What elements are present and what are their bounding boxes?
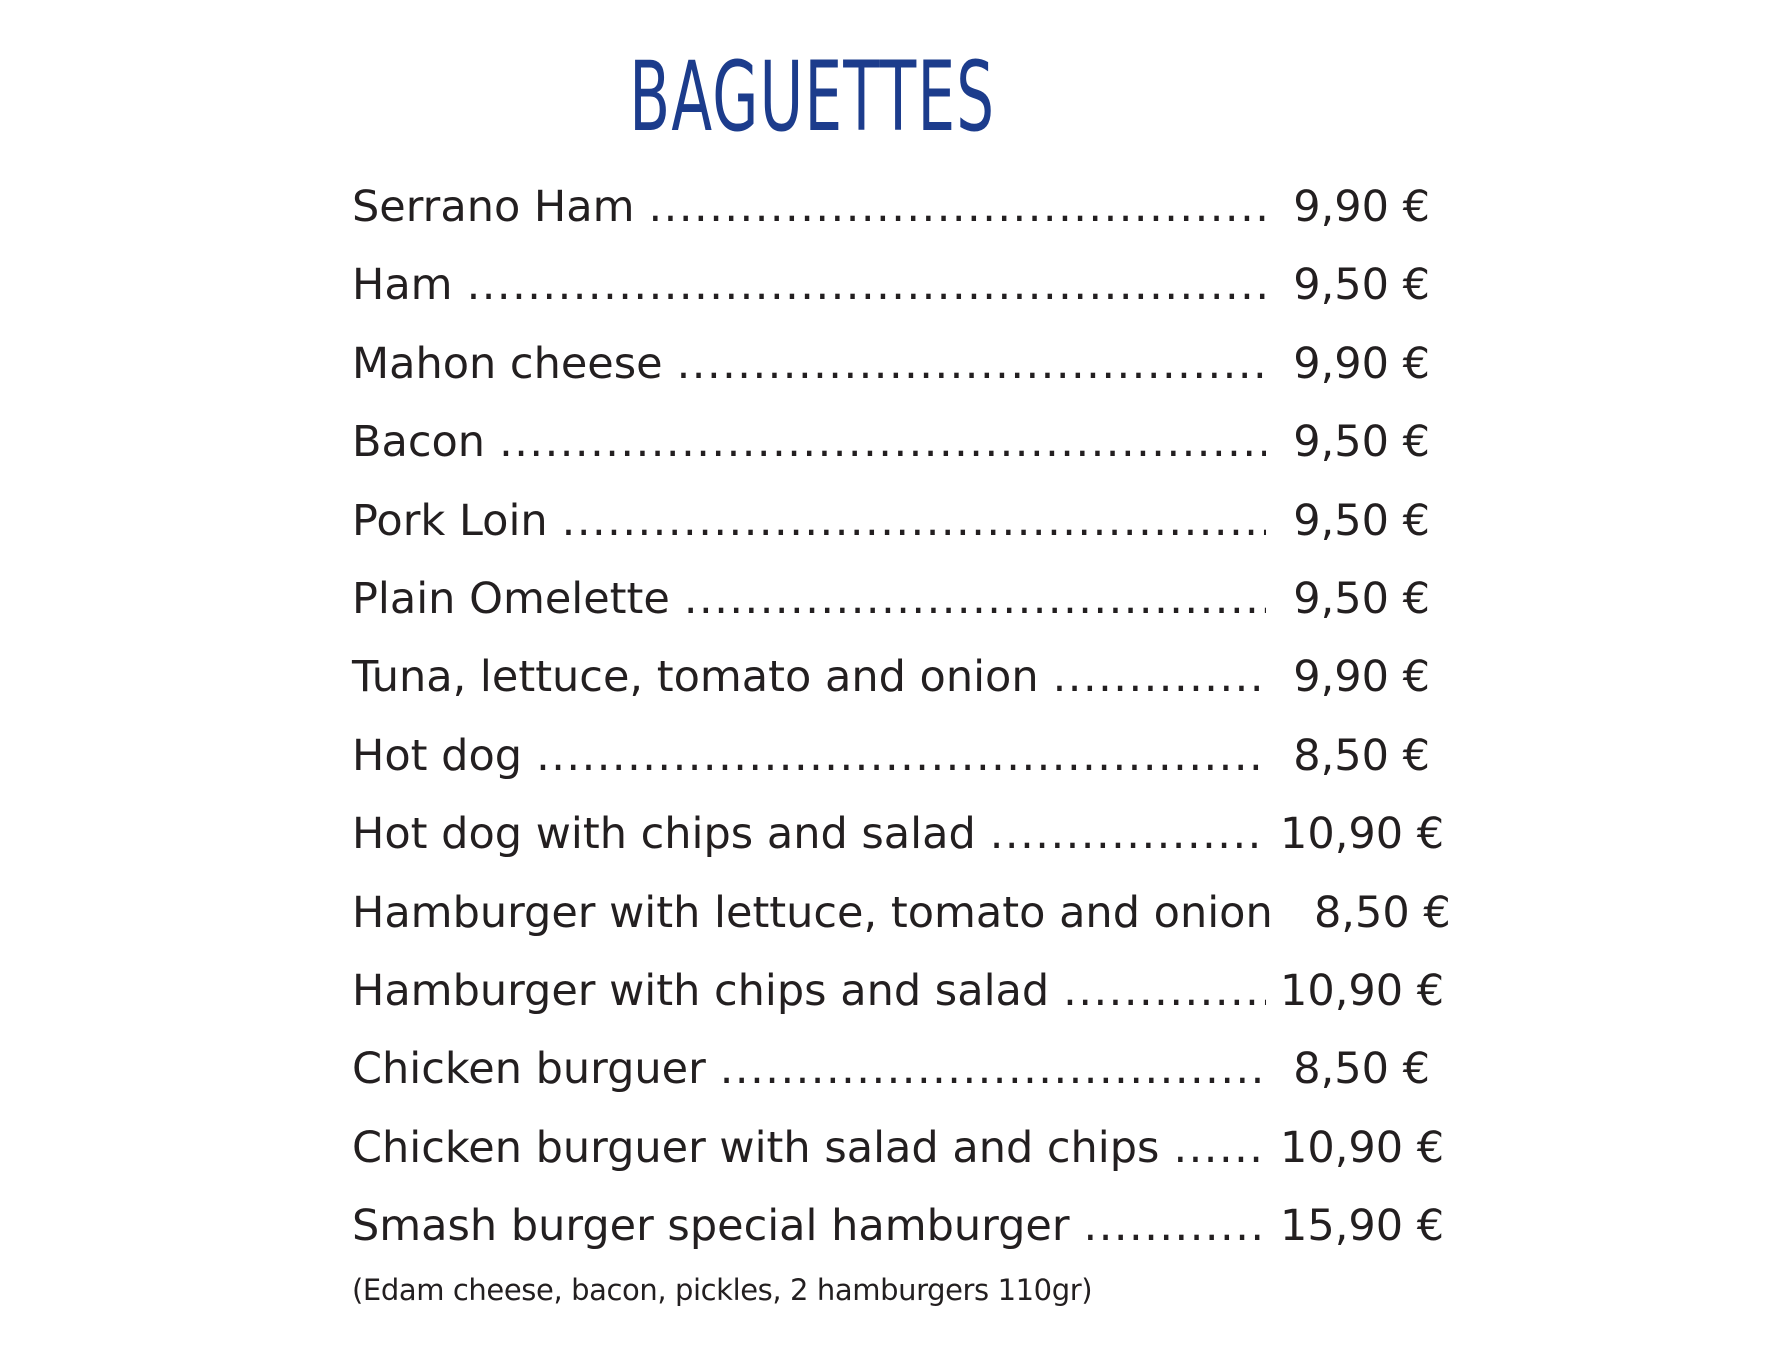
dot-leader bbox=[1053, 646, 1266, 708]
item-name: Plain Omelette bbox=[352, 573, 670, 624]
item-note: (Edam cheese, bacon, pickles, 2 hamburgers 110gr) bbox=[352, 1273, 1093, 1307]
item-price: 10,90 € bbox=[1280, 809, 1445, 860]
menu-item bbox=[352, 882, 1451, 960]
item-name: Smash burger special hamburger bbox=[352, 1201, 1070, 1252]
item-name: Ham bbox=[352, 260, 453, 311]
dot-leader bbox=[536, 725, 1266, 787]
dot-leader bbox=[684, 568, 1266, 630]
menu-item bbox=[352, 333, 1430, 411]
dot-leader bbox=[649, 176, 1266, 238]
item-price: 9,90 € bbox=[1293, 652, 1430, 703]
item-price: 9,90 € bbox=[1293, 338, 1430, 389]
dot-leader bbox=[499, 411, 1266, 473]
dot-leader bbox=[562, 490, 1266, 552]
item-name: Hamburger with chips and salad bbox=[352, 965, 1050, 1016]
item-price: 9,50 € bbox=[1293, 260, 1430, 311]
item-name: Bacon bbox=[352, 417, 486, 468]
item-price: 15,90 € bbox=[1280, 1201, 1445, 1252]
dot-leader bbox=[1063, 960, 1266, 1022]
item-price: 9,50 € bbox=[1293, 495, 1430, 546]
menu-item bbox=[352, 646, 1430, 724]
menu-list bbox=[352, 176, 1451, 1273]
menu-item bbox=[352, 1038, 1430, 1116]
menu-item bbox=[352, 960, 1445, 1038]
menu-item bbox=[352, 1195, 1445, 1273]
dot-leader bbox=[990, 803, 1266, 865]
menu-item bbox=[352, 568, 1430, 646]
item-price: 8,50 € bbox=[1313, 887, 1451, 938]
dot-leader bbox=[720, 1038, 1266, 1100]
item-price: 9,50 € bbox=[1293, 573, 1430, 624]
item-name: Pork Loin bbox=[352, 495, 548, 546]
item-name: Hamburger with lettuce, tomato and onion bbox=[352, 887, 1273, 938]
dot-leader bbox=[467, 254, 1266, 316]
dot-leader bbox=[677, 333, 1266, 395]
dot-leader bbox=[1084, 1195, 1266, 1257]
menu-item bbox=[352, 803, 1445, 881]
item-name: Serrano Ham bbox=[352, 182, 635, 232]
item-price: 8,50 € bbox=[1293, 730, 1430, 781]
item-name: Hot dog with chips and salad bbox=[352, 809, 976, 860]
menu-title: BAGUETTES bbox=[629, 41, 996, 153]
item-price: 9,90 € bbox=[1293, 182, 1430, 232]
menu-item bbox=[352, 490, 1430, 568]
menu-item bbox=[352, 1117, 1445, 1195]
item-name: Tuna, lettuce, tomato and onion bbox=[352, 652, 1039, 703]
menu-item bbox=[352, 411, 1430, 489]
item-price: 8,50 € bbox=[1293, 1044, 1430, 1095]
menu-item bbox=[352, 725, 1430, 803]
menu-item bbox=[352, 254, 1430, 332]
item-price: 9,50 € bbox=[1293, 417, 1430, 468]
dot-leader bbox=[1173, 1117, 1266, 1179]
item-price: 10,90 € bbox=[1280, 965, 1445, 1016]
menu-item bbox=[352, 176, 1430, 254]
item-name: Chicken burguer bbox=[352, 1044, 706, 1095]
item-name: Chicken burguer with salad and chips bbox=[352, 1122, 1160, 1173]
item-price: 10,90 € bbox=[1280, 1122, 1445, 1173]
item-name: Hot dog bbox=[352, 730, 523, 781]
item-name: Mahon cheese bbox=[352, 338, 663, 389]
